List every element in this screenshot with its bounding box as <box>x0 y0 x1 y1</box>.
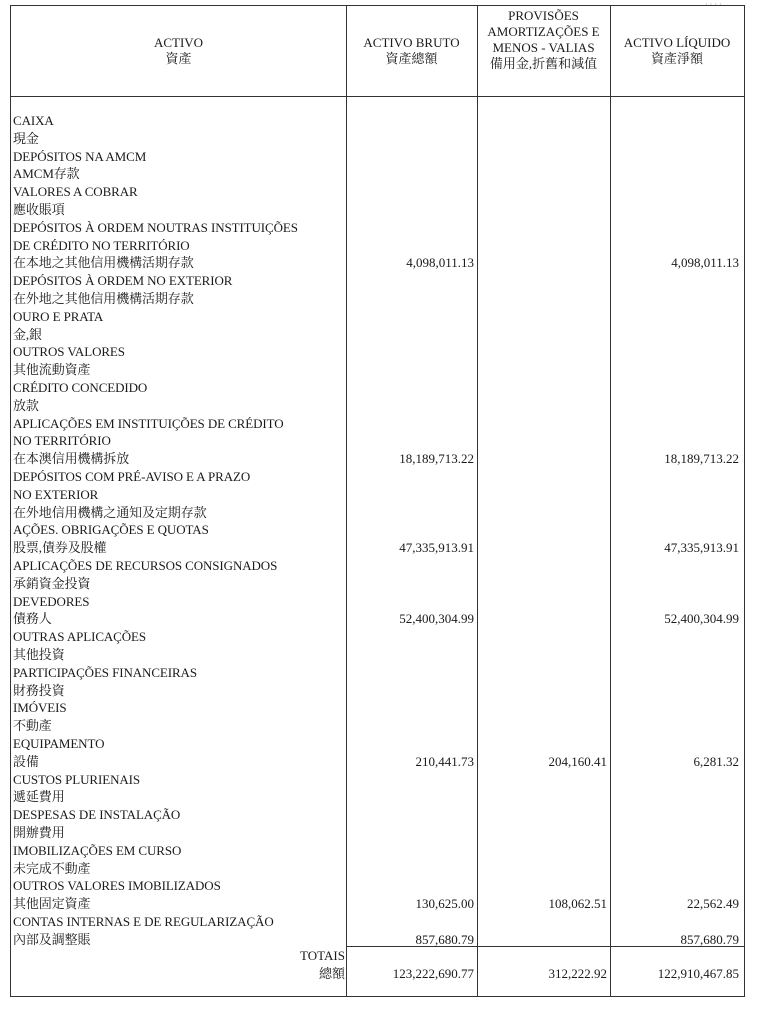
corner-mark: · · · · <box>705 0 722 9</box>
row-label: PARTICIPAÇÕES FINANCEIRAS <box>13 664 197 680</box>
value-provisoes: 108,062.51 <box>548 896 607 912</box>
row-label: OUTROS VALORES <box>13 344 125 360</box>
row-label: 遞延費用 <box>13 789 65 805</box>
header-provisoes-zh: 備用金,折舊和減值 <box>489 56 598 71</box>
row-label: 在本地之其他信用機構活期存款 <box>13 255 194 271</box>
row-label: 承銷資金投資 <box>13 575 91 591</box>
row-label: DEPÓSITOS À ORDEM NOUTRAS INSTITUIÇÕES <box>13 219 298 235</box>
row-label: 開辦費用 <box>13 825 65 840</box>
value-liquido: 22,562.49 <box>687 896 739 912</box>
value-provisoes: 204,160.41 <box>548 753 607 769</box>
row-label: APLICAÇÕES DE RECURSOS CONSIGNADOS <box>13 558 278 573</box>
value-bruto: 130,625.00 <box>415 896 474 912</box>
header-activo-pt: ACTIVO <box>153 35 204 50</box>
row-label: 內部及調整賬 <box>13 931 91 947</box>
totals-bruto: 123,222,690.77 <box>392 966 474 981</box>
row-label: DEPÓSITOS À ORDEM NO EXTERIOR <box>13 273 233 289</box>
row-label: OUTROS VALORES IMOBILIZADOS <box>13 878 221 894</box>
row-label: 債務人 <box>13 611 52 627</box>
header-liquido-zh: 資產淨額 <box>650 51 703 66</box>
row-label: APLICAÇÕES EM INSTITUIÇÕES DE CRÉDITO <box>13 415 284 431</box>
row-label: 股票,債券及股權 <box>13 540 107 556</box>
header-liquido-pt: ACTIVO LÍQUIDO <box>623 35 731 50</box>
value-liquido: 47,335,913.91 <box>664 540 739 556</box>
row-label: 在本澳信用機構拆放 <box>13 451 130 467</box>
row-label: 金,銀 <box>13 326 42 342</box>
row-label: NO EXTERIOR <box>13 486 99 502</box>
value-bruto: 47,335,913.91 <box>399 540 474 556</box>
row-label: 在外地之其他信用機構活期存款 <box>13 291 194 306</box>
header-provisoes-line1: PROVISÕES <box>508 8 579 23</box>
row-label: 放款 <box>13 397 39 413</box>
value-liquido: 18,189,713.22 <box>664 451 739 467</box>
header-divider <box>11 96 744 97</box>
row-label: DEPÓSITOS NA AMCM <box>13 148 147 164</box>
row-label: EQUIPAMENTO <box>13 736 105 751</box>
row-label: DEVEDORES <box>13 593 90 609</box>
value-bruto: 857,680.79 <box>415 931 474 947</box>
row-label: 不動產 <box>13 718 52 734</box>
value-bruto: 52,400,304.99 <box>399 611 474 627</box>
row-label: DEPÓSITOS COM PRÉ-AVISO E A PRAZO <box>13 469 251 484</box>
value-liquido: 52,400,304.99 <box>664 611 739 627</box>
row-label: AÇÕES. OBRIGAÇÕES E QUOTAS <box>13 522 209 538</box>
totals-label: TOTAIS <box>300 948 345 963</box>
row-label: CUSTOS PLURIENAIS <box>13 771 140 787</box>
row-label: CAIXA <box>13 113 54 128</box>
col-divider-3 <box>610 6 611 996</box>
row-label: 設備 <box>13 753 39 769</box>
row-label: IMÓVEIS <box>13 700 67 716</box>
row-label: 未完成不動產 <box>13 860 91 876</box>
value-liquido: 4,098,011.13 <box>671 255 739 271</box>
row-label: OURO E PRATA <box>13 308 104 324</box>
row-label: IMOBILIZAÇÕES EM CURSO <box>13 842 182 858</box>
value-liquido: 6,281.32 <box>693 753 739 769</box>
row-label: 其他投資 <box>13 647 65 662</box>
row-label: NO TERRITÓRIO <box>13 433 111 449</box>
header-provisoes <box>477 8 610 88</box>
row-label: AMCM存款 <box>13 166 80 182</box>
header-liquido <box>610 6 744 96</box>
col-divider-1 <box>346 6 347 996</box>
value-bruto: 4,098,011.13 <box>406 255 474 271</box>
value-bruto: 210,441.73 <box>415 753 474 769</box>
value-liquido: 857,680.79 <box>680 931 739 947</box>
header-bruto <box>346 6 477 96</box>
header-activo-zh: 資產 <box>165 51 192 66</box>
row-label: VALORES A COBRAR <box>13 184 138 200</box>
row-label: CONTAS INTERNAS E DE REGULARIZAÇÃO <box>13 914 274 929</box>
header-activo <box>11 6 346 96</box>
col-divider-2 <box>477 6 478 996</box>
row-label: CRÉDITO CONCEDIDO <box>13 380 148 395</box>
header-provisoes-line3: MENOS - VALIAS <box>492 40 595 55</box>
totals-label-zh: 總額 <box>318 966 345 981</box>
row-label: 應收賬項 <box>13 202 65 217</box>
row-label: 在外地信用機構之通知及定期存款 <box>13 504 207 520</box>
totals-provisoes: 312,222.92 <box>548 966 607 981</box>
row-label: DESPESAS DE INSTALAÇÃO <box>13 807 181 823</box>
row-label: DE CRÉDITO NO TERRITÓRIO <box>13 237 190 253</box>
balance-sheet-table <box>10 5 745 997</box>
row-label: 其他固定資產 <box>13 896 91 912</box>
totals-liquido: 122,910,467.85 <box>657 966 739 981</box>
row-label: 財務投資 <box>13 682 65 698</box>
header-bruto-pt: ACTIVO BRUTO <box>363 35 460 50</box>
row-label: 現金 <box>13 130 39 146</box>
row-label: OUTRAS APLICAÇÕES <box>13 629 147 645</box>
value-bruto: 18,189,713.22 <box>399 451 474 467</box>
row-label: 其他流動資產 <box>13 362 91 378</box>
header-provisoes-line2: AMORTIZAÇÕES E <box>487 24 600 39</box>
header-bruto-zh: 資產總額 <box>385 51 438 66</box>
